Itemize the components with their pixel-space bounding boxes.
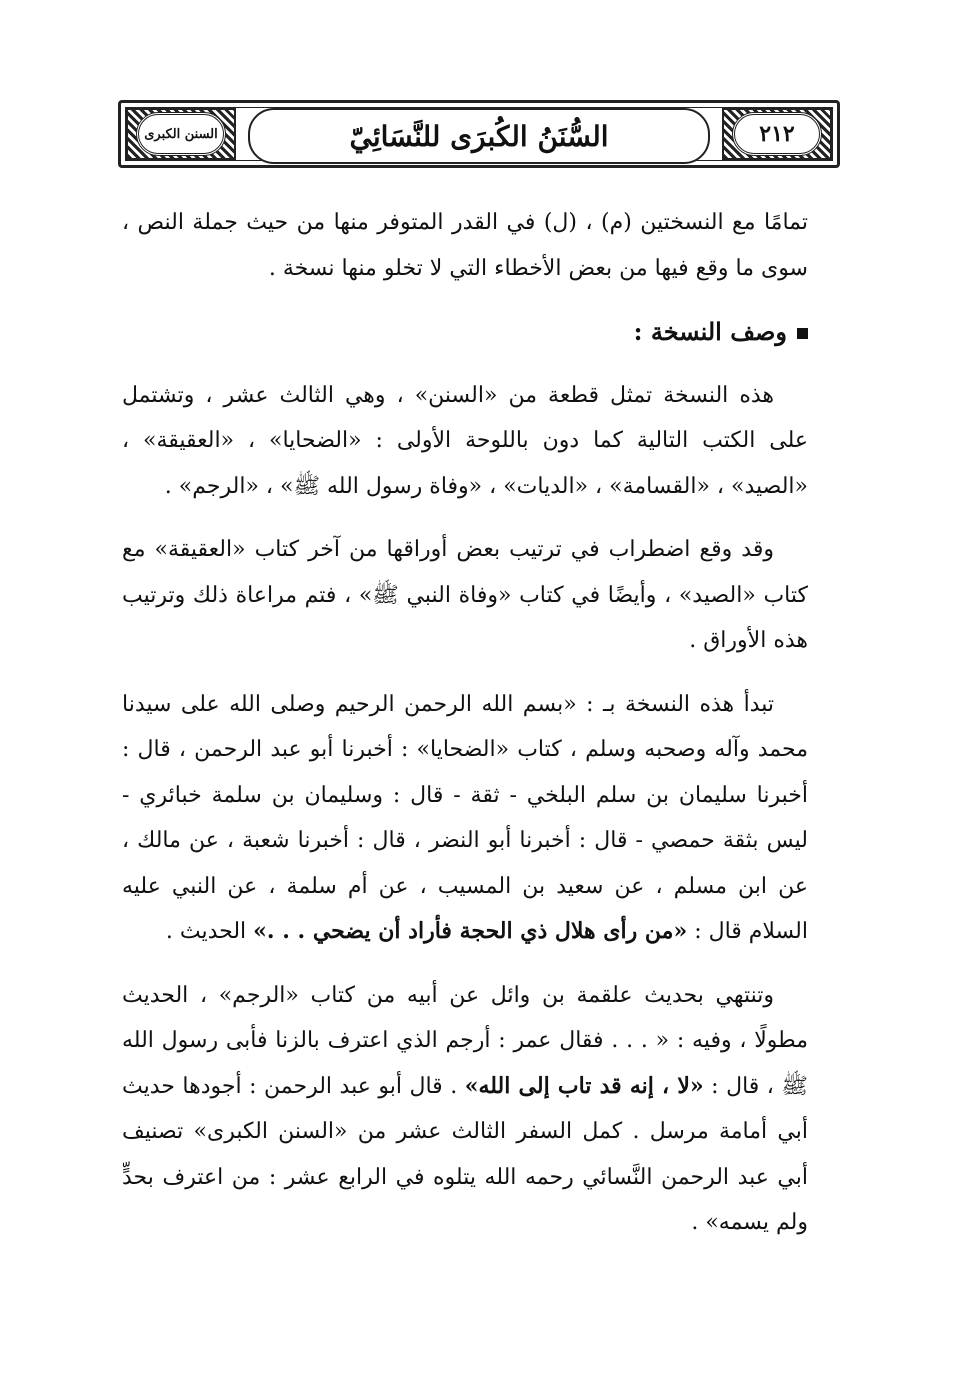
page-number: ٢١٢ [732, 112, 822, 156]
p5-hadith-quote: «لا ، إنه قد تاب إلى الله» [464, 1072, 704, 1099]
p5-text-start: وتنتهي بحديث علقمة بن وائل عن أبيه من كتاب «الرجم» ، الحديث مطولًا ، وفيه : « . . . فقال عمر : أرجم الذي اعترف بالزنا فأبى رسول الله ﷺ ، قال : [122, 982, 808, 1099]
heading-text: وصف النسخة : [633, 317, 787, 346]
paragraph-5 [122, 973, 808, 1246]
page-header [118, 100, 840, 168]
page-body [122, 200, 808, 1246]
p4-text-start: تبدأ هذه النسخة بـ : «بسم الله الرحمن الرحيم وصلى الله على سيدنا محمد وآله وصحبه وسلم ، كتاب «الضحايا» : أخبرنا أبو عبد الرحمن ، قال : أخبرنا سليمان بن سلم البلخي - ثقة - قال : وسليمان بن سلمة خبائري - ليس بثقة حمصي - قال : أخبرنا أبو النضر ، قال : أخبرنا شعبة ، عن مالك ، عن ابن مسلم ، عن سعيد بن المسيب ، عن أم سلمة ، عن النبي عليه السلام قال : [122, 691, 808, 944]
paragraph-3: وقد وقع اضطراب في ترتيب بعض أوراقها من آخر كتاب «العقيقة» مع كتاب «الصيد» ، وأيضًا في كتاب «وفاة النبي ﷺ» ، فتم مراعاة ذلك وترتيب هذه الأوراق . [122, 537, 808, 653]
paragraph-1: تمامًا مع النسختين (م) ، (ل) في القدر المتوفر منها من حيث جملة النص ، سوى ما وقع فيها من بعض الأخطاء التي لا تخلو منها نسخة . [122, 210, 808, 281]
paragraph-4 [122, 682, 808, 955]
square-bullet-icon [797, 328, 808, 339]
p4-hadith-quote: «من رأى هلال ذي الحجة فأراد أن يضحي . . .» [253, 918, 688, 944]
section-heading [122, 309, 808, 355]
p4-text-end: الحديث . [165, 919, 247, 944]
book-emblem: السنن الكبرى [136, 112, 226, 156]
p5-text-end: . قال أبو عبد الرحمن : أجودها حديث أبي أمامة مرسل . كمل السفر الثالث عشر من «السنن الكبرى» تصنيف أبي عبد الرحمن النَّسائي رحمه الله يتلوه في الرابع عشر : من اعترف بحدٍّ ولم يسمه» . [122, 1073, 808, 1235]
paragraph-2: هذه النسخة تمثل قطعة من «السنن» ، وهي الثالث عشر ، وتشتمل على الكتب التالية كما دون باللوحة الأولى : «الضحايا» ، «العقيقة» ، «الصيد» ، «القسامة» ، «الديات» ، «وفاة رسول الله ﷺ» ، «الرجم» . [122, 382, 808, 499]
running-title: السُّنَنُ الكُبرَى للنَّسَائِيّ [248, 108, 710, 164]
